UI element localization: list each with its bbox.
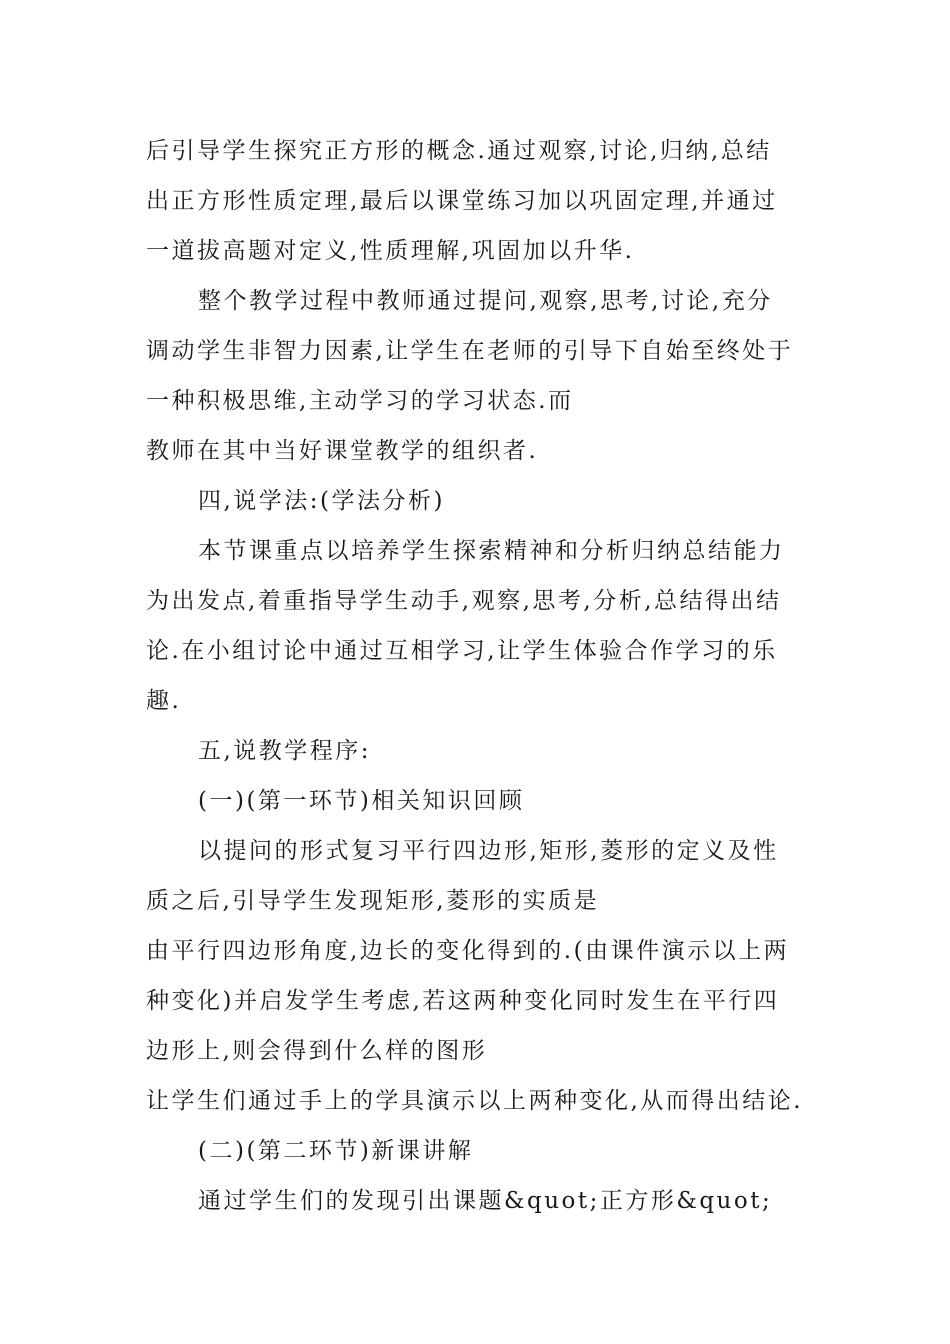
subsection-heading: (二)(第二环节)新课讲解 — [198, 1138, 474, 1164]
text-line: 教师在其中当好课堂教学的组织者. — [146, 438, 539, 464]
paragraph-start: 通过学生们的发现引出课题&quot;正方形&quot; — [198, 1188, 773, 1214]
text-line: 由平行四边形角度,边长的变化得到的.(由课件演示以上两 — [146, 938, 790, 964]
section-heading: 四,说学法:(学法分析) — [198, 488, 446, 514]
text-line: 种变化)并启发学生考虑,若这两种变化同时发生在平行四 — [146, 988, 780, 1014]
text-line: 一道拔高题对定义,性质理解,巩固加以升华. — [146, 238, 635, 264]
text-line: 论.在小组讨论中通过互相学习,让学生体验合作学习的乐 — [146, 638, 778, 664]
text-line: 为出发点,着重指导学生动手,观察,思考,分析,总结得出结 — [146, 588, 782, 614]
text-line: 调动学生非智力因素,让学生在老师的引导下自始至终处于 — [146, 338, 794, 364]
text-line: 后引导学生探究正方形的概念.通过观察,讨论,归纳,总结 — [146, 138, 772, 164]
section-heading: 五,说教学程序: — [198, 738, 372, 764]
paragraph-start: 以提问的形式复习平行四边形,矩形,菱形的定义及性 — [198, 838, 779, 864]
text-line: 质之后,引导学生发现矩形,菱形的实质是 — [146, 888, 600, 914]
text-line: 一种积极思维,主动学习的学习状态.而 — [146, 388, 574, 414]
subsection-heading: (一)(第一环节)相关知识回顾 — [198, 788, 525, 814]
paragraph-start: 整个教学过程中教师通过提问,观察,思考,讨论,充分 — [198, 288, 773, 314]
paragraph-start: 本节课重点以培养学生探索精神和分析归纳总结能力 — [198, 538, 785, 564]
text-line: 让学生们通过手上的学具演示以上两种变化,从而得出结论. — [146, 1088, 804, 1114]
text-line: 出正方形性质定理,最后以课堂练习加以巩固定理,并通过 — [146, 188, 778, 214]
text-line: 趣. — [146, 688, 182, 714]
text-line: 边形上,则会得到什么样的图形 — [146, 1038, 488, 1064]
